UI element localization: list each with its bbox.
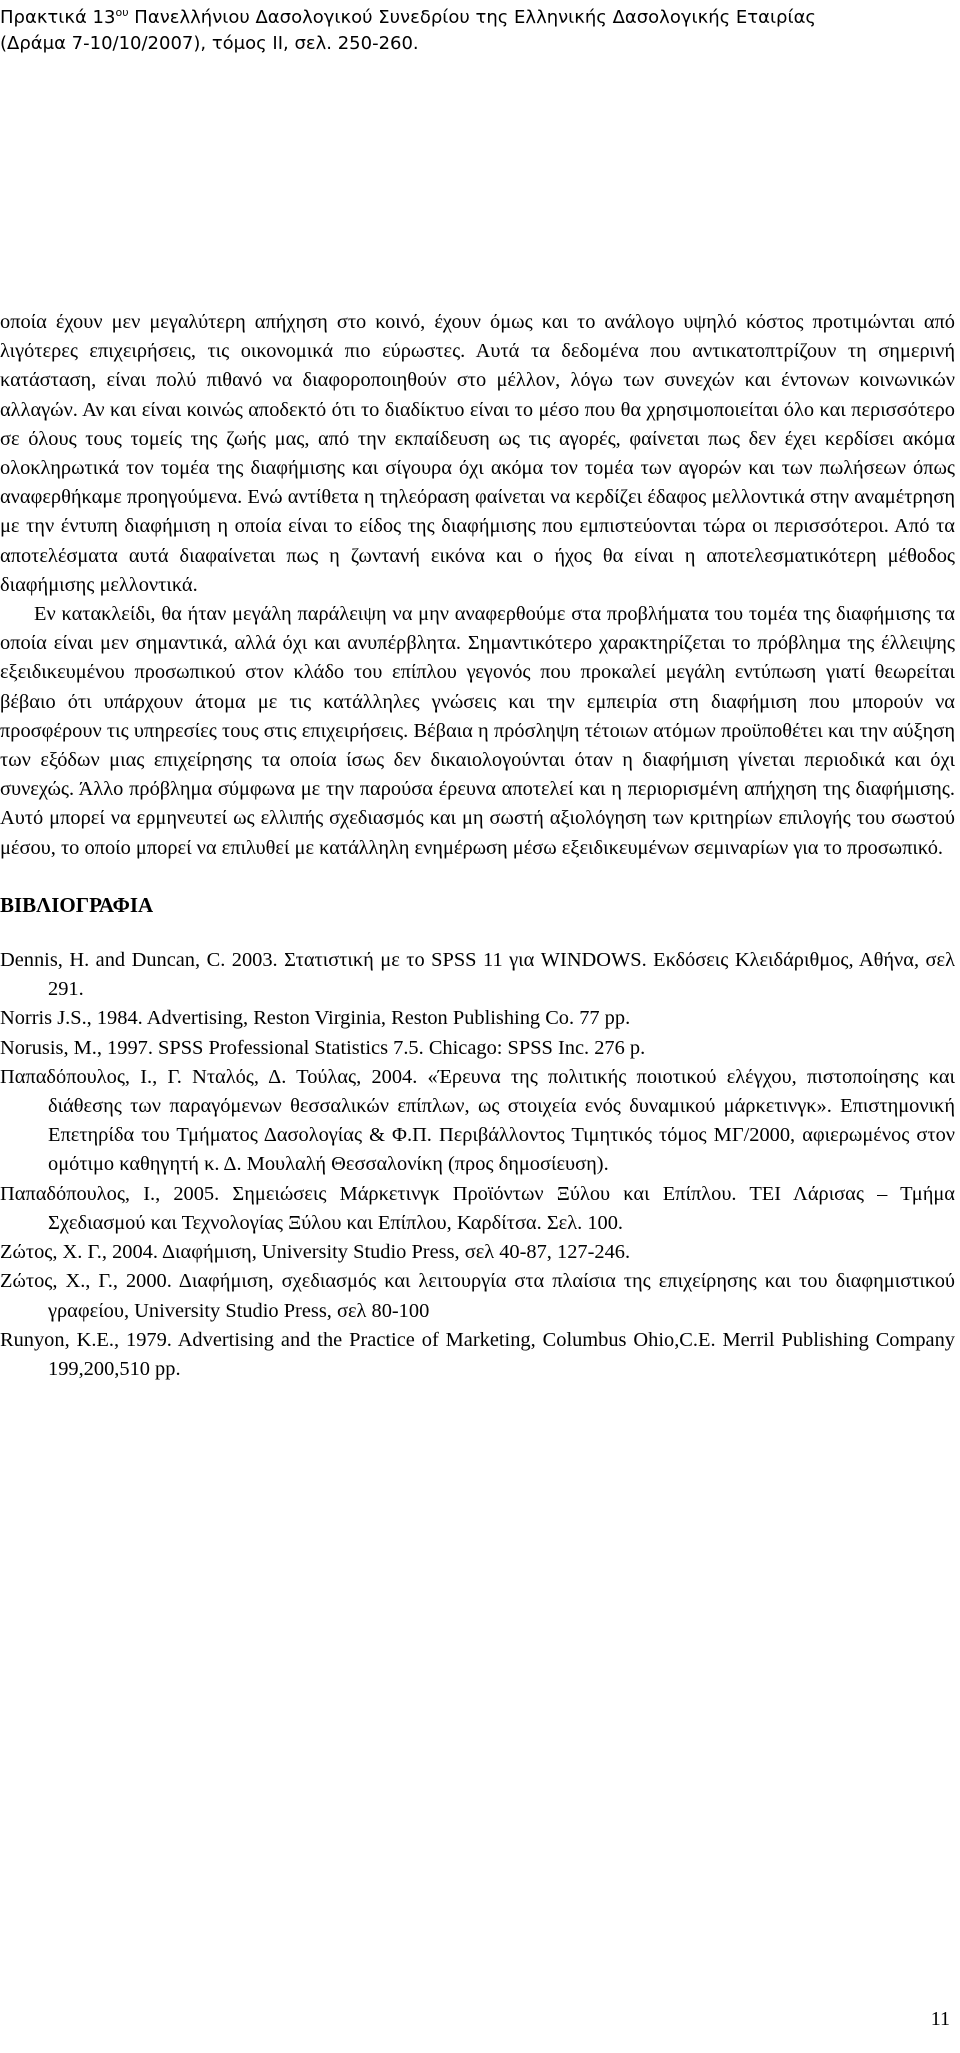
reference-item: Runyon, K.E., 1979. Advertising and the Practice of Marketing, Columbus Ohio,C.E. Merril Publishing Company 199,200,510 pp. xyxy=(0,1328,955,1380)
header-conference: Πανελλήνιου Δασολογικού Συνεδρίου της Ελληνικής Δασολογικής Εταιρίας xyxy=(128,7,816,28)
reference-item: Ζώτος, Χ. Γ., 2004. Διαφήμιση, University Studio Press, σελ 40-87, 127-246. xyxy=(0,1241,631,1264)
reference-item: Norris J.S., 1984. Advertising, Reston Virginia, Reston Publishing Co. 77 pp. xyxy=(0,1007,631,1030)
reference-item: Norusis, M., 1997. SPSS Professional Statistics 7.5. Chicago: SPSS Inc. 276 p. xyxy=(0,1036,646,1059)
header-line-1 xyxy=(0,0,960,31)
references-list xyxy=(0,946,955,1384)
header-proceedings: Πρακτικά 13 xyxy=(0,7,116,28)
header-line-2: (Δράμα 7-10/10/2007), τόμος ΙΙ, σελ. 250-260. xyxy=(0,33,419,54)
running-header xyxy=(0,0,960,57)
reference-item: Παπαδόπουλος, Ι., Γ. Νταλός, Δ. Τούλας, 2004. «Έρευνα της πολιτικής ποιοτικού ελέγχου, πιστοποίησης και διάθεσης των παραγόμενων θεσσαλικών επίπλων, ως στοιχεία ενός δυναμικού μάρκετινγκ». Επιστημονική Επετηρίδα του Τμήματος Δασολογίας & Φ.Π. Περιβάλλοντος Τιμητικός τόμος ΜΓ/2000, αφιερωμένος στον ομότιμο καθηγητή κ. Δ. Μουλαλή Θεσσαλονίκη (προς δημοσίευση). xyxy=(0,1065,955,1176)
page-number: 11 xyxy=(930,2008,950,2030)
body-paragraph-1: οποία έχουν μεν μεγαλύτερη απήχηση στο κοινό, έχουν όμως και το ανάλογο υψηλό κόστος προτιμώνται από λιγότερες επιχειρήσεις, τις οικονομικά πιο εύρωστες. Αυτά τα δεδομένα που αντικατοπτρίζουν τη σημερινή κατάσταση, είναι πολύ πιθανό να διαφοροποιηθούν στο μέλλον, λόγω των συνεχών και έντονων κοινωνικών αλλαγών. Αν και είναι κοινώς αποδεκτό ότι το διαδίκτυο είναι το μέσο που θα χρησιμοποιείται όλο και περισσότερο σε όλους τους τομείς της ζωής μας, από την εκπαίδευση ως τις αγορές, φαίνεται πως δεν έχει κερδίσει ακόμα ολοκληρωτικά τον τομέα της διαφήμισης και σίγουρα όχι ακόμα τον τομέα των αγορών και των πωλήσεων όπως αναφερθήκαμε προηγούμενα. Ενώ αντίθετα η τηλεόραση φαίνεται να κερδίζει έδαφος μελλοντικά στην αναμέτρηση με την έντυπη διαφήμιση η οποία είναι το είδος της διαφήμισης που εμπιστεύονται τώρα οι περισσότεροι. Από τα αποτελέσματα αυτά διαφαίνεται πως η ζωντανή εικόνα και ο ήχος θα είναι η αποτελεσματικότερη μέθοδος διαφήμισης μελλοντικά. xyxy=(0,311,955,596)
body-paragraph-2: Εν κατακλείδι, θα ήταν μεγάλη παράλειψη να μην αναφερθούμε στα προβλήματα του τομέα της διαφήμισης τα οποία είναι μεν σημαντικά, αλλά όχι και ανυπέρβλητα. Σημαντικότερο χαρακτηρίζεται το πρόβλημα της έλλειψης εξειδικευμένου προσωπικού στον κλάδο του επίπλου γεγονός που προκαλεί μεγάλη εντύπωση γιατί θεωρείται βέβαιο ότι υπάρχουν άτομα με τις κατάλληλες γνώσεις και την εμπειρία στη διαφήμιση που μπορούν να προσφέρουν τις υπηρεσίες τους στις επιχειρήσεις. Βέβαια η πρόσληψη τέτοιων ατόμων προϋποθέτει και την αύξηση των εξόδων μιας επιχείρησης τα οποία ίσως δεν δικαιολογούνται όταν η διαφήμιση γίνεται περιοδικά και όχι συνεχώς. Άλλο πρόβλημα σύμφωνα με την παρούσα έρευνα αποτελεί και η περιορισμένη απήχηση της διαφήμισης. Αυτό μπορεί να ερμηνευτεί ως ελλιπής σχεδιασμός και μη σωστή αξιολόγηση των κριτηρίων επιλογής του σωστού μέσου, το οποίο μπορεί να επιλυθεί με κατάλληλη ενημέρωση μέσω εξειδικευμένων σεμιναρίων για το προσωπικό. xyxy=(0,603,955,859)
reference-item: Παπαδόπουλος, Ι., 2005. Σημειώσεις Μάρκετινγκ Προϊόντων Ξύλου και Επίπλου. ΤΕΙ Λάρισας – Τμήμα Σχεδιασμού και Τεχνολογίας Ξύλου και Επίπλου, Καρδίτσα. Σελ. 100. xyxy=(0,1182,955,1234)
main-content xyxy=(0,308,955,1384)
references-heading: ΒΙΒΛΙΟΓΡΑΦΙΑ xyxy=(0,892,154,917)
reference-item: Ζώτος, Χ., Γ., 2000. Διαφήμιση, σχεδιασμός και λειτουργία στα πλαίσια της επιχείρησης και του διαφημιστικού γραφείου, University Studio Press, σελ 80-100 xyxy=(0,1270,955,1322)
header-ordinal-suffix: ου xyxy=(115,6,129,19)
reference-item: Dennis, H. and Duncan, C. 2003. Στατιστική με το SPSS 11 για WINDOWS. Εκδόσεις Κλειδάριθμος, Αθήνα, σελ 291. xyxy=(0,949,955,1001)
